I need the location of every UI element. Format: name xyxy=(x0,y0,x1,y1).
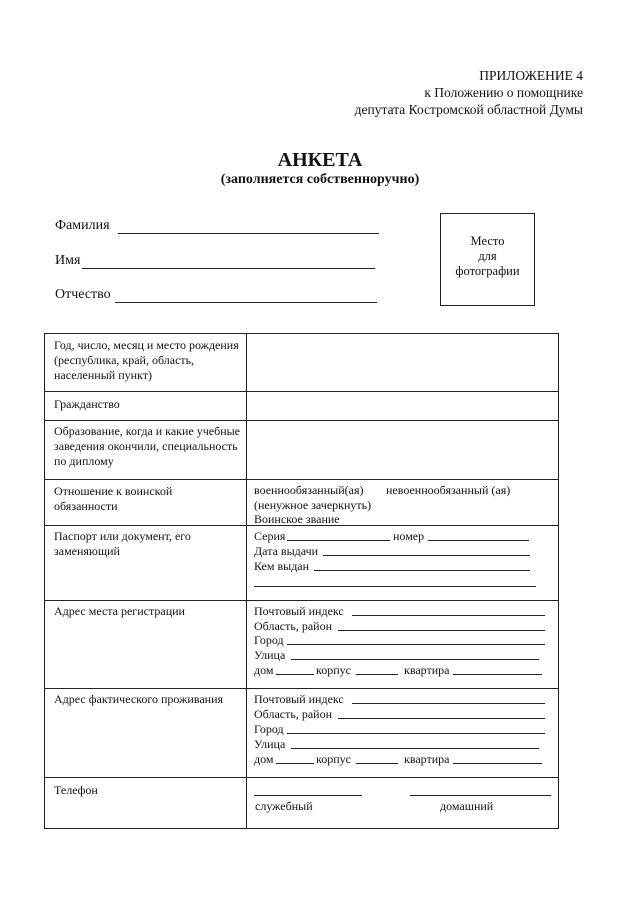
passport-issued-by-field-extra[interactable] xyxy=(254,575,536,587)
citizenship-label: Гражданство xyxy=(54,397,120,411)
education-label: Образование, когда и какие учебные заведения окончили, специальность по диплому xyxy=(54,424,240,468)
military-label: Отношение к воинской обязанности xyxy=(54,484,173,513)
surname-label: Фамилия xyxy=(55,218,110,233)
actual-apartment-field[interactable] xyxy=(453,752,542,764)
first-name-field[interactable] xyxy=(82,267,375,269)
registration-street-label: Улица xyxy=(254,648,286,662)
actual-postal-field[interactable] xyxy=(352,692,545,704)
photo-text-line1: Место xyxy=(470,234,505,248)
actual-city-field[interactable] xyxy=(287,722,545,734)
passport-number-label: номер xyxy=(393,529,425,543)
appendix-number: ПРИЛОЖЕНИЕ 4 xyxy=(479,68,583,83)
registration-region-label: Область, район xyxy=(254,619,332,633)
military-rank-label: Воинское звание xyxy=(254,512,340,526)
actual-region-label: Область, район xyxy=(254,707,332,721)
passport-series-field[interactable] xyxy=(287,529,390,541)
form-subtitle: (заполняется собственноручно) xyxy=(220,172,420,187)
phone-work-label: служебный xyxy=(255,799,313,813)
actual-house-field[interactable] xyxy=(276,752,314,764)
table-row-divider xyxy=(44,479,559,480)
patronymic-label: Отчество xyxy=(55,287,111,302)
table-row-divider xyxy=(44,777,559,778)
registration-postal-label: Почтовый индекс xyxy=(254,604,344,618)
registration-building-label: корпус xyxy=(316,663,351,677)
appendix-authority: депутата Костромской областной Думы xyxy=(354,102,583,117)
phone-home-field[interactable] xyxy=(410,784,551,796)
actual-region-field[interactable] xyxy=(338,707,545,719)
registration-region-field[interactable] xyxy=(338,619,545,631)
form-title: АНКЕТА xyxy=(277,149,363,171)
military-note: (ненужное зачеркнуть) xyxy=(254,498,372,512)
first-name-label: Имя xyxy=(55,253,81,268)
passport-issue-date-field[interactable] xyxy=(323,544,530,556)
registration-house-field[interactable] xyxy=(276,663,314,675)
photo-text-line3: фотографии xyxy=(455,264,520,278)
citizenship-field[interactable] xyxy=(247,392,558,420)
education-field[interactable] xyxy=(247,421,558,479)
passport-series-label: Серия xyxy=(254,529,286,543)
actual-house-label: дом xyxy=(254,752,274,766)
actual-street-field[interactable] xyxy=(291,737,539,749)
phone-label: Телефон xyxy=(54,783,98,797)
registration-apartment-field[interactable] xyxy=(453,663,542,675)
registration-house-label: дом xyxy=(254,663,274,677)
appendix-reference: к Положению о помощнике xyxy=(424,85,583,100)
photo-text-line2: для xyxy=(478,249,497,263)
phone-work-field[interactable] xyxy=(254,784,362,796)
passport-issued-by-label: Кем выдан xyxy=(254,559,310,573)
passport-number-field[interactable] xyxy=(428,529,529,541)
table-row-divider xyxy=(44,688,559,689)
phone-home-label: домашний xyxy=(440,799,494,813)
actual-building-field[interactable] xyxy=(356,752,398,764)
registration-building-field[interactable] xyxy=(356,663,398,675)
registration-city-field[interactable] xyxy=(287,633,545,645)
actual-city-label: Город xyxy=(254,722,284,736)
actual-apartment-label: квартира xyxy=(404,752,450,766)
birth-label: Год, число, месяц и место рождения (республика, край, область, населенный пункт) xyxy=(54,338,239,382)
photo-placeholder xyxy=(440,213,535,306)
passport-label: Паспорт или документ, его заменяющий xyxy=(54,529,191,558)
registration-address-label: Адрес места регистрации xyxy=(54,604,185,618)
passport-issued-by-field[interactable] xyxy=(314,559,530,571)
passport-issue-date-label: Дата выдачи xyxy=(254,544,319,558)
military-option-not-liable[interactable]: невоеннообязанный (ая) xyxy=(386,483,511,497)
actual-street-label: Улица xyxy=(254,737,286,751)
patronymic-field[interactable] xyxy=(115,301,377,303)
surname-field[interactable] xyxy=(118,232,379,234)
actual-building-label: корпус xyxy=(316,752,351,766)
military-option-liable[interactable]: военнообязанный(ая) xyxy=(254,483,364,497)
registration-city-label: Город xyxy=(254,633,284,647)
actual-postal-label: Почтовый индекс xyxy=(254,692,344,706)
registration-street-field[interactable] xyxy=(291,648,539,660)
registration-apartment-label: квартира xyxy=(404,663,450,677)
birth-field[interactable] xyxy=(247,334,558,391)
actual-address-label: Адрес фактического проживания xyxy=(54,692,224,706)
registration-postal-field[interactable] xyxy=(352,604,545,616)
table-row-divider xyxy=(44,600,559,601)
